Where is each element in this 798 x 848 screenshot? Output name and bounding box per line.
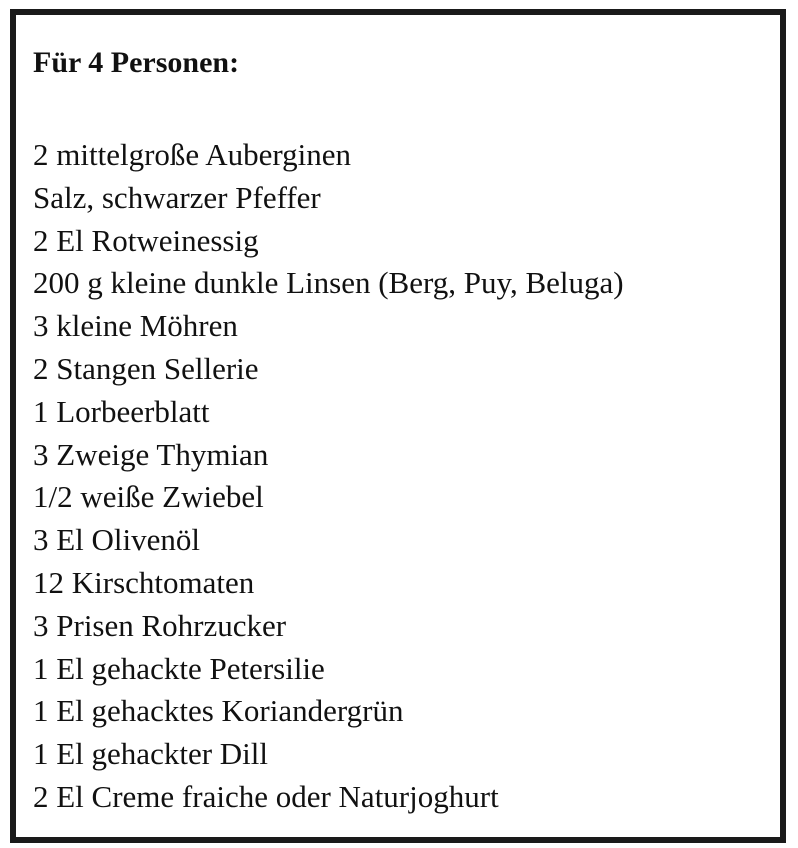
ingredient-item: 1 El gehackter Dill bbox=[33, 736, 268, 772]
servings-heading: Für 4 Personen: bbox=[33, 46, 240, 79]
ingredient-item: 3 Zweige Thymian bbox=[33, 436, 269, 472]
ingredient-item: 2 El Rotweinessig bbox=[33, 222, 259, 258]
ingredient-item: 3 kleine Möhren bbox=[33, 308, 238, 344]
ingredient-item: 3 El Olivenöl bbox=[33, 522, 201, 558]
ingredient-item: 2 mittelgroße Auberginen bbox=[33, 137, 351, 172]
ingredient-item: 200 g kleine dunkle Linsen (Berg, Puy, Beluga) bbox=[33, 265, 624, 301]
ingredient-item: 2 Stangen Sellerie bbox=[33, 350, 259, 386]
ingredient-item: 1 Lorbeerblatt bbox=[33, 393, 210, 429]
ingredient-item: 1 El gehackte Petersilie bbox=[33, 650, 325, 686]
ingredient-item: Salz, schwarzer Pfeffer bbox=[33, 179, 321, 215]
ingredient-list bbox=[33, 134, 624, 819]
ingredient-item: 1 El gehacktes Koriandergrün bbox=[33, 693, 404, 729]
ingredient-item: 12 Kirschtomaten bbox=[33, 564, 255, 600]
recipe-box bbox=[10, 9, 786, 843]
ingredient-item: 2 El Creme fraiche oder Naturjoghurt bbox=[33, 778, 499, 814]
ingredient-item: 3 Prisen Rohrzucker bbox=[33, 607, 287, 643]
ingredient-item: 1/2 weiße Zwiebel bbox=[33, 479, 264, 515]
